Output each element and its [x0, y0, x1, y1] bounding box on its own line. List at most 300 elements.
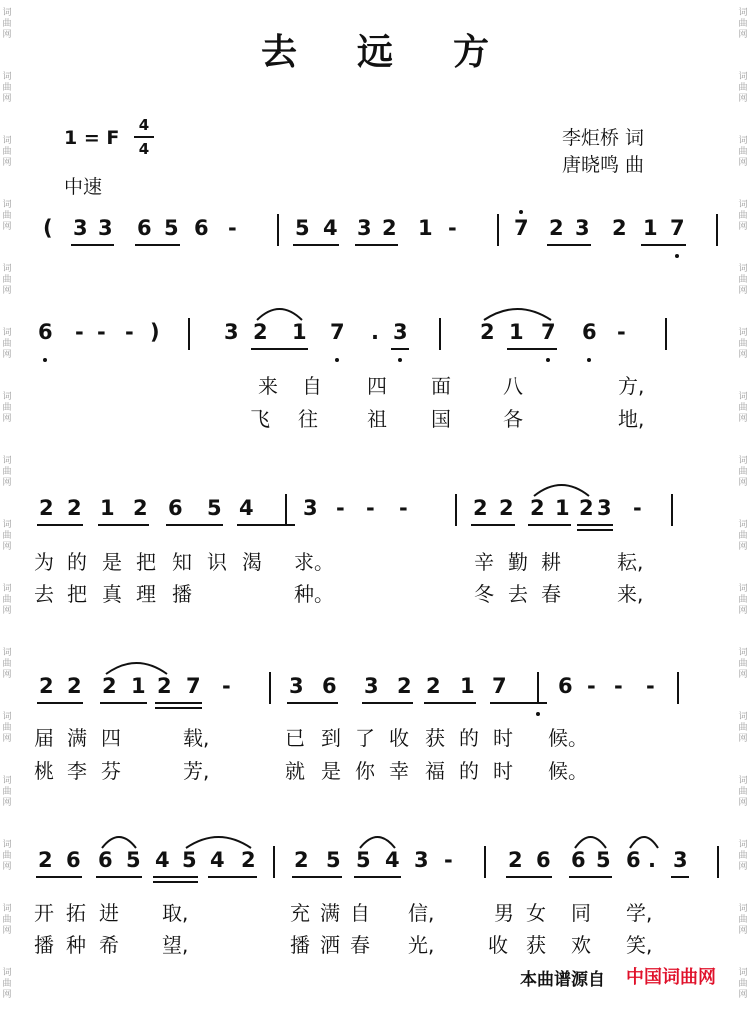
note: 3 [224, 320, 239, 344]
lyric-char: 时 [493, 726, 513, 750]
dash: - [444, 848, 453, 872]
watermark-left [0, 0, 14, 1014]
note: 6 [558, 674, 573, 698]
symbol: ) [150, 320, 160, 344]
watermark-char: 网 [738, 414, 748, 424]
watermark-char: 网 [2, 926, 12, 936]
note: 2 [480, 320, 495, 344]
watermark-char: 网 [738, 926, 748, 936]
barline [497, 214, 499, 246]
note: 3 [303, 496, 318, 520]
beam-line [166, 524, 223, 526]
watermark-char: 词 [738, 840, 748, 850]
lyric-char: 勤 [508, 550, 528, 574]
lyric-char: 把 [67, 582, 87, 606]
high-octave-dot [519, 210, 523, 214]
note: 2 [39, 674, 54, 698]
note: 3 [414, 848, 429, 872]
lyric-char: 笑, [626, 933, 653, 957]
lyric-char: 地, [618, 407, 645, 431]
watermark-char: 词 [2, 648, 12, 658]
lyric-char: 种 [66, 933, 86, 957]
watermark-char: 网 [738, 478, 748, 488]
watermark-char: 词 [2, 584, 12, 594]
beam-line [362, 702, 413, 704]
lyric-char: 各 [503, 407, 523, 431]
beam-line [641, 244, 686, 246]
lyric-char: 芬 [101, 759, 121, 783]
dash: - [228, 216, 237, 240]
lyric-char: 来 [258, 374, 278, 398]
lyric-char: 信, [408, 901, 435, 925]
beam-line [424, 702, 476, 704]
lyric-char: 时 [493, 759, 513, 783]
watermark-char: 词 [2, 328, 12, 338]
lyric-char: 方, [618, 374, 645, 398]
watermark-char: 网 [738, 734, 748, 744]
lyric-char: 获 [425, 726, 445, 750]
watermark-char: 网 [738, 30, 748, 40]
barline [277, 214, 279, 246]
watermark-char: 曲 [2, 147, 12, 157]
time-sig-denominator: 4 [138, 140, 150, 158]
lyric-char: 到 [321, 726, 341, 750]
beam-line [292, 876, 342, 878]
note: 6 [98, 848, 113, 872]
watermark-char: 网 [2, 798, 12, 808]
watermark-char: 词 [2, 136, 12, 146]
watermark-char: 曲 [738, 467, 748, 477]
beam-line [153, 881, 198, 883]
note: 2 [133, 496, 148, 520]
note: 3 [575, 216, 590, 240]
dash: - [646, 674, 655, 698]
watermark-char: 词 [2, 776, 12, 786]
dash: - [614, 674, 623, 698]
barline [484, 846, 486, 878]
beam-line [36, 876, 82, 878]
lyric-char: 是 [102, 550, 122, 574]
watermark-char: 曲 [738, 595, 748, 605]
note: 6 [137, 216, 152, 240]
beam-line [391, 348, 409, 350]
watermark-char: 曲 [738, 83, 748, 93]
watermark-char: 词 [738, 712, 748, 722]
lyric-char: 自 [350, 901, 370, 925]
note: 2 [39, 496, 54, 520]
lyric-char: 学, [626, 901, 653, 925]
tempo-marking: 中速 [64, 176, 103, 198]
watermark-char: 网 [738, 222, 748, 232]
lyric-char: 取, [162, 901, 189, 925]
barline [671, 494, 673, 526]
watermark-char: 网 [2, 94, 12, 104]
note: 4 [323, 216, 338, 240]
lyric-char: 充 [290, 901, 310, 925]
note: 5 [295, 216, 310, 240]
tie-slur [629, 832, 659, 850]
beam-line [547, 244, 591, 246]
watermark-char: 曲 [2, 979, 12, 989]
beam-line [293, 244, 339, 246]
tie-slur [359, 832, 396, 850]
watermark-char: 网 [2, 414, 12, 424]
tie-slur [101, 832, 137, 850]
beam-line [153, 876, 198, 878]
lyric-char: 是 [321, 759, 341, 783]
lyric-char: 收 [389, 726, 409, 750]
note: 3 [289, 674, 304, 698]
note: 4 [155, 848, 170, 872]
key-signature: 1 = F [64, 127, 120, 149]
watermark-char: 词 [738, 328, 748, 338]
dash: - [399, 496, 408, 520]
watermark-char: 词 [738, 584, 748, 594]
note: 3 [364, 674, 379, 698]
dash: - [125, 320, 134, 344]
beam-line [98, 524, 149, 526]
watermark-char: 曲 [738, 403, 748, 413]
barline [716, 214, 718, 246]
lyric-char: 渴 [242, 550, 262, 574]
note: 6 [194, 216, 209, 240]
beam-line [506, 876, 552, 878]
watermark-char: 词 [2, 904, 12, 914]
lyric-char: 的 [67, 550, 87, 574]
barline [677, 672, 679, 704]
note: 6 [582, 320, 597, 344]
note: 2 [38, 848, 53, 872]
note: 7 [670, 216, 685, 240]
lyric-char: 播 [172, 582, 192, 606]
lyric-char: 四 [101, 726, 121, 750]
tie-slur [256, 304, 303, 322]
barline [665, 318, 667, 350]
watermark-char: 曲 [738, 787, 748, 797]
note: 1 [131, 674, 146, 698]
beam-line [287, 702, 338, 704]
lyric-char: 春 [541, 582, 561, 606]
dash: - [366, 496, 375, 520]
barline [537, 672, 539, 704]
low-octave-dot [546, 358, 550, 362]
watermark-char: 曲 [738, 915, 748, 925]
beam-line [354, 876, 401, 878]
watermark-char: 词 [738, 72, 748, 82]
note: 2 [382, 216, 397, 240]
beam-line [577, 529, 613, 531]
note: 2 [157, 674, 172, 698]
lyric-char: 望, [162, 933, 189, 957]
barline [269, 672, 271, 704]
note: 2 [473, 496, 488, 520]
dash: - [617, 320, 626, 344]
watermark-char: 曲 [2, 275, 12, 285]
low-octave-dot [587, 358, 591, 362]
note: 2 [67, 496, 82, 520]
lyric-char: 获 [526, 933, 546, 957]
watermark-char: 曲 [738, 147, 748, 157]
lyric-char: 为 [34, 550, 54, 574]
watermark-char: 曲 [2, 339, 12, 349]
note: 7 [492, 674, 507, 698]
dash: - [222, 674, 231, 698]
watermark-char: 曲 [2, 19, 12, 29]
note: 2 [253, 320, 268, 344]
watermark-char: 曲 [738, 531, 748, 541]
watermark-char: 网 [738, 798, 748, 808]
beam-line [251, 348, 308, 350]
lyric-char: 幸 [389, 759, 409, 783]
lyric-char: 播 [34, 933, 54, 957]
beam-line [155, 707, 202, 709]
note: 5 [182, 848, 197, 872]
watermark-char: 曲 [2, 531, 12, 541]
lyric-char: 来, [617, 582, 644, 606]
lyric-char: 男 [494, 901, 514, 925]
lyric-char: 知 [172, 550, 192, 574]
note: 1 [509, 320, 524, 344]
lyric-char: 了 [355, 726, 375, 750]
watermark-char: 曲 [2, 595, 12, 605]
watermark-char: 曲 [2, 83, 12, 93]
watermark-char: 词 [2, 200, 12, 210]
watermark-char: 词 [2, 840, 12, 850]
tie-slur [483, 304, 552, 322]
watermark-char: 网 [738, 862, 748, 872]
lyric-char: 桃 [34, 759, 54, 783]
lyric-char: 你 [355, 759, 375, 783]
beam-line [37, 524, 83, 526]
lyric-char: 李 [67, 759, 87, 783]
note: 5 [596, 848, 611, 872]
note: 2 [579, 496, 594, 520]
note: 6 [626, 848, 641, 872]
beam-line [490, 702, 547, 704]
beam-line [471, 524, 515, 526]
watermark-char: 网 [738, 670, 748, 680]
low-octave-dot [536, 712, 540, 716]
lyric-char: 耘, [617, 550, 644, 574]
low-octave-dot [335, 358, 339, 362]
note: 1 [418, 216, 433, 240]
lyric-char: 届 [34, 726, 54, 750]
lyric-char: 祖 [367, 407, 387, 431]
watermark-char: 网 [2, 286, 12, 296]
lyric-char: 欢 [571, 933, 591, 957]
footer-source: 本曲谱源自 [520, 970, 605, 990]
note: 6 [66, 848, 81, 872]
tie-slur [105, 658, 168, 676]
watermark-char: 词 [738, 8, 748, 18]
note: 7 [541, 320, 556, 344]
lyric-char: 光, [408, 933, 435, 957]
note: 7 [514, 216, 529, 240]
watermark-char: 词 [738, 456, 748, 466]
lyric-char: 女 [526, 901, 546, 925]
note: 2 [530, 496, 545, 520]
watermark-char: 曲 [738, 659, 748, 669]
note: 3 [673, 848, 688, 872]
lyric-char: 春 [350, 933, 370, 957]
note: 6 [571, 848, 586, 872]
lyric-char: 福 [425, 759, 445, 783]
lyric-char: 种。 [294, 582, 334, 606]
note: 1 [292, 320, 307, 344]
watermark-char: 曲 [738, 851, 748, 861]
lyric-char: 同 [571, 901, 591, 925]
lyric-char: 把 [136, 550, 156, 574]
dash: - [97, 320, 106, 344]
watermark-char: 曲 [2, 211, 12, 221]
watermark-char: 网 [2, 542, 12, 552]
note: 5 [207, 496, 222, 520]
watermark-char: 词 [738, 904, 748, 914]
lyric-char: 识 [207, 550, 227, 574]
beam-line [507, 348, 557, 350]
dash: - [587, 674, 596, 698]
song-title: 去远方 [260, 31, 549, 73]
note: 7 [186, 674, 201, 698]
time-sig-numerator: 4 [138, 116, 150, 134]
lyric-char: 洒 [320, 933, 340, 957]
lyric-char: 自 [302, 374, 322, 398]
watermark-char: 曲 [738, 339, 748, 349]
beam-line [96, 876, 142, 878]
watermark-char: 曲 [2, 787, 12, 797]
watermark-char: 网 [2, 862, 12, 872]
note: 5 [326, 848, 341, 872]
dash: - [336, 496, 345, 520]
note: 1 [100, 496, 115, 520]
watermark-char: 曲 [738, 723, 748, 733]
beam-line [71, 244, 114, 246]
lyric-char: 真 [102, 582, 122, 606]
barline [455, 494, 457, 526]
tie-slur [533, 480, 590, 498]
beam-line [155, 702, 202, 704]
symbol: . [648, 848, 656, 872]
watermark-char: 网 [2, 222, 12, 232]
watermark-char: 网 [2, 30, 12, 40]
watermark-char: 网 [738, 94, 748, 104]
watermark-char: 词 [738, 520, 748, 530]
note: 3 [393, 320, 408, 344]
dash: - [633, 496, 642, 520]
lyric-char: 往 [298, 407, 318, 431]
lyric-char: 辛 [474, 550, 494, 574]
watermark-char: 曲 [2, 851, 12, 861]
note: 3 [98, 216, 113, 240]
watermark-right [736, 0, 750, 1014]
lyric-char: 四 [367, 374, 387, 398]
lyric-char: 希 [99, 933, 119, 957]
watermark-char: 词 [738, 200, 748, 210]
note: 3 [73, 216, 88, 240]
watermark-char: 词 [2, 392, 12, 402]
watermark-char: 曲 [738, 211, 748, 221]
lyric-char: 理 [136, 582, 156, 606]
note: 6 [168, 496, 183, 520]
beam-line [355, 244, 398, 246]
watermark-char: 网 [2, 734, 12, 744]
watermark-char: 词 [2, 520, 12, 530]
watermark-char: 曲 [2, 659, 12, 669]
note: 6 [38, 320, 53, 344]
watermark-char: 网 [738, 158, 748, 168]
tie-slur [185, 832, 252, 850]
note: 5 [126, 848, 141, 872]
watermark-char: 词 [2, 264, 12, 274]
lyric-char: 进 [99, 901, 119, 925]
symbol: . [371, 320, 379, 344]
footer-site: 中国词曲网 [626, 967, 716, 988]
watermark-char: 词 [2, 72, 12, 82]
lyric-char: 耕 [541, 550, 561, 574]
lyric-char: 面 [431, 374, 451, 398]
watermark-char: 词 [2, 712, 12, 722]
lyric-char: 收 [488, 933, 508, 957]
beam-line [577, 524, 613, 526]
watermark-char: 网 [738, 350, 748, 360]
note: 3 [597, 496, 612, 520]
note: 2 [612, 216, 627, 240]
watermark-char: 词 [2, 968, 12, 978]
note: 2 [508, 848, 523, 872]
beam-line [569, 876, 612, 878]
watermark-char: 网 [2, 478, 12, 488]
watermark-char: 词 [738, 776, 748, 786]
lyric-char: 拓 [66, 901, 86, 925]
low-octave-dot [398, 358, 402, 362]
beam-line [237, 524, 295, 526]
watermark-char: 曲 [2, 723, 12, 733]
note: 4 [210, 848, 225, 872]
beam-line [528, 524, 571, 526]
watermark-char: 曲 [2, 467, 12, 477]
note: 3 [357, 216, 372, 240]
note: 5 [164, 216, 179, 240]
watermark-char: 词 [738, 264, 748, 274]
beam-line [135, 244, 180, 246]
note: 1 [555, 496, 570, 520]
low-octave-dot [675, 254, 679, 258]
watermark-char: 词 [2, 8, 12, 18]
watermark-char: 曲 [738, 19, 748, 29]
low-octave-dot [43, 358, 47, 362]
watermark-char: 网 [2, 350, 12, 360]
watermark-char: 词 [2, 456, 12, 466]
watermark-char: 曲 [2, 403, 12, 413]
watermark-char: 网 [738, 990, 748, 1000]
lyric-char: 就 [285, 759, 305, 783]
lyric-char: 候。 [548, 759, 588, 783]
lyric-char: 八 [503, 374, 523, 398]
note: 2 [102, 674, 117, 698]
note: 1 [643, 216, 658, 240]
note: 2 [549, 216, 564, 240]
lyric-char: 冬 [474, 582, 494, 606]
barline [717, 846, 719, 878]
lyric-char: 去 [508, 582, 528, 606]
lyric-char: 满 [67, 726, 87, 750]
lyric-char: 播 [290, 933, 310, 957]
note: 2 [294, 848, 309, 872]
note: 2 [499, 496, 514, 520]
lyric-char: 求。 [294, 550, 334, 574]
watermark-char: 词 [738, 968, 748, 978]
symbol: ( [43, 216, 53, 240]
